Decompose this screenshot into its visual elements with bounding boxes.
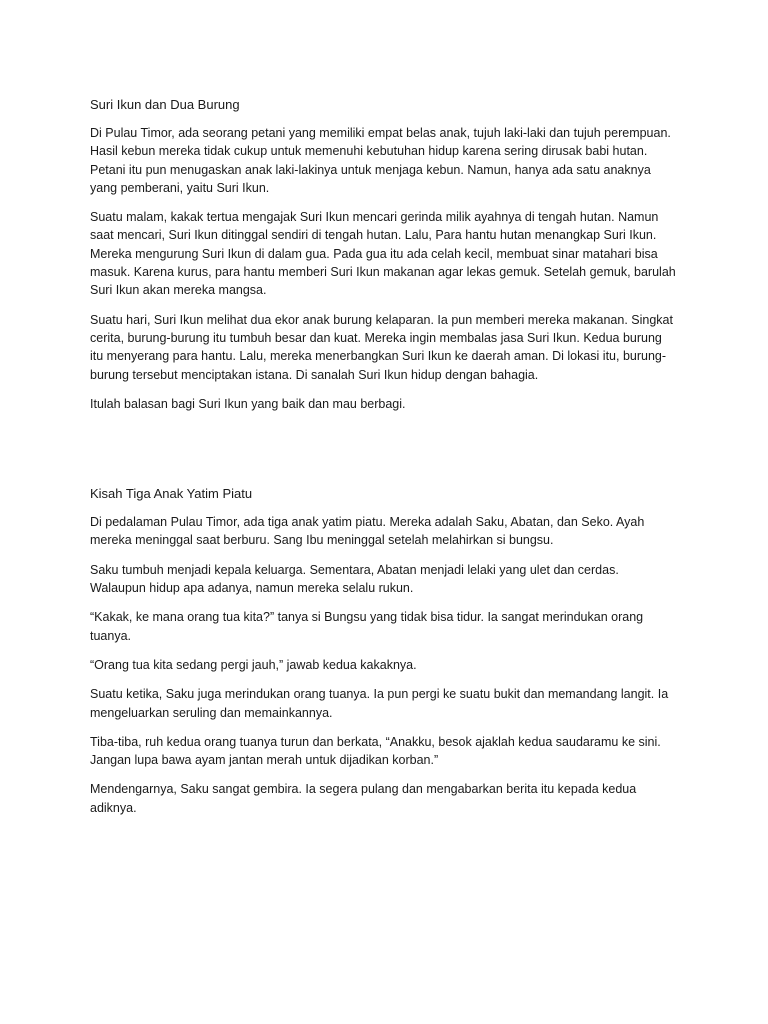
paragraph: Suatu malam, kakak tertua mengajak Suri Ikun mencari gerinda milik ayahnya di tengah hutan. Namun saat mencari, Suri Ikun ditinggal sendiri di tengah hutan. Lalu, Para hantu hutan menangkap Suri Ikun. Mereka mengurung Suri Ikun di dalam gua. Pada gua itu ada celah kecil, membuat sinar matahari bisa masuk. Karena kurus, para hantu memberi Suri Ikun makanan agar lekas gemuk. Setelah gemuk, barulah Suri Ikun akan mereka mangsa. bbox=[90, 210, 676, 298]
story-suri-ikun bbox=[90, 96, 678, 413]
paragraph: Suatu ketika, Saku juga merindukan orang tuanya. Ia pun pergi ke suatu bukit dan memandang langit. Ia mengeluarkan seruling dan memainkannya. bbox=[90, 687, 669, 720]
paragraph: Saku tumbuh menjadi kepala keluarga. Sementara, Abatan menjadi lelaki yang ulet dan cerdas. Walaupun hidup apa adanya, namun mereka selalu rukun. bbox=[90, 562, 619, 596]
paragraph: Di Pulau Timor, ada seorang petani yang memiliki empat belas anak, tujuh laki-laki dan tujuh perempuan. Hasil kebun mereka tidak cukup untuk memenuhi kebutuhan hidup karena sering dirusak babi hutan. Petani itu pun menugaskan anak laki-lakinya untuk menjaga kebun. Namun, hanya ada satu anaknya yang pemberani, yaitu Suri Ikun. bbox=[90, 126, 671, 195]
paragraph: Di pedalaman Pulau Timor, ada tiga anak yatim piatu. Mereka adalah Saku, Abatan, dan Seko. Ayah mereka meninggal saat berburu. Sang Ibu meninggal setelah melahirkan si bungsu. bbox=[90, 515, 645, 548]
story-tiga-anak-yatim-piatu bbox=[90, 485, 678, 817]
story-title: Kisah Tiga Anak Yatim Piatu bbox=[90, 486, 253, 502]
paragraph: Itulah balasan bagi Suri Ikun yang baik dan mau berbagi. bbox=[90, 396, 406, 411]
paragraph: “Kakak, ke mana orang tua kita?” tanya si Bungsu yang tidak bisa tidur. Ia sangat merindukan orang tuanya. bbox=[90, 610, 644, 643]
paragraph: Tiba-tiba, ruh kedua orang tuanya turun dan berkata, “Anakku, besok ajaklah kedua saudaramu ke sini. Jangan lupa bawa ayam jantan merah untuk dijadikan korban.” bbox=[90, 734, 661, 768]
paragraph: “Orang tua kita sedang pergi jauh,” jawab kedua kakaknya. bbox=[90, 657, 417, 672]
paragraph: Mendengarnya, Saku sangat gembira. Ia segera pulang dan mengabarkan berita itu kepada kedua adiknya. bbox=[90, 782, 637, 815]
paragraph: Suatu hari, Suri Ikun melihat dua ekor anak burung kelaparan. Ia pun memberi mereka makanan. Singkat cerita, burung-burung itu tumbuh besar dan kuat. Mereka ingin membalas jasa Suri Ikun. Kedua burung itu menyerang para hantu. Lalu, mereka menerbangkan Suri Ikun ke daerah aman. Di lokasi itu, burung-burung tersebut menciptakan istana. Di sanalah Suri Ikun hidup dengan bahagia. bbox=[90, 312, 673, 382]
story-title: Suri Ikun dan Dua Burung bbox=[90, 97, 240, 112]
